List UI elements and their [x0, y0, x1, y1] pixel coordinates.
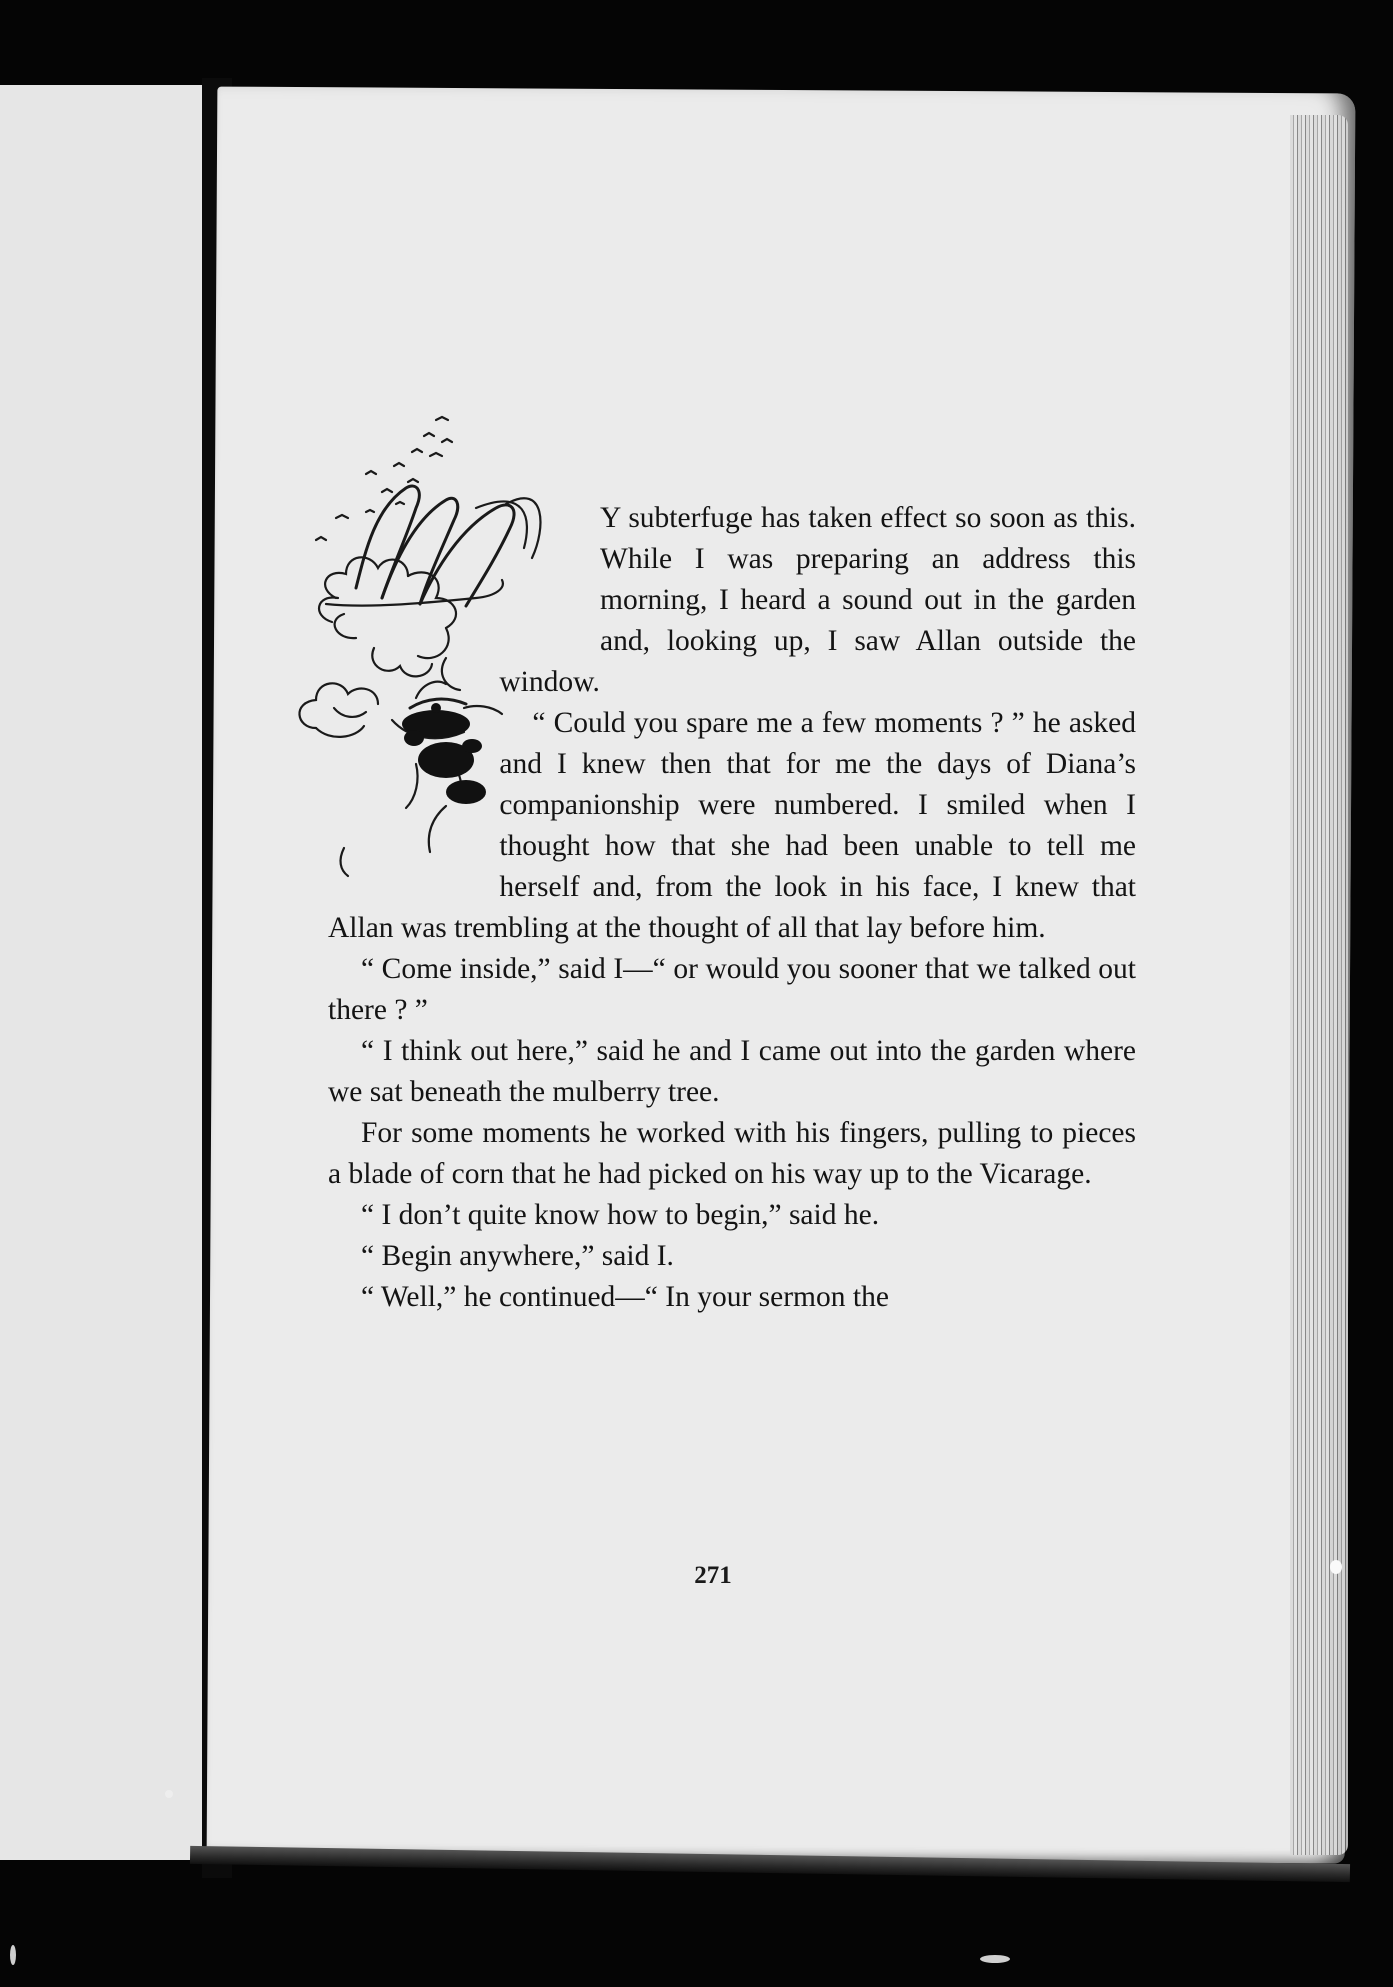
paragraph-2: “ Could you spare me a few moments ? ” he asked and I knew then that for me the days of Diana’s companionship were numbered. I smiled when I thought how that she had been unable to tell me herself and, from the look in his face, I knew that Allan was trembling at the thought of all that lay before him. [328, 707, 1136, 944]
paragraph-1: Y subterfuge has taken effect so soon as this. While I was preparing an address this morning, I heard a sound out in the garden and, looking up, I saw Allan outside the window. [499, 502, 1136, 698]
paragraph-8: “ Well,” he continued—“ In your sermon the [361, 1281, 889, 1313]
body-text [328, 498, 1136, 1318]
page-number: 271 [694, 1562, 732, 1589]
paragraph-4: “ I think out here,” said he and I came out into the garden where we sat beneath the mulberry tree. [328, 1035, 1136, 1108]
dust-speck [10, 1945, 16, 1965]
page-edges [1290, 115, 1348, 1855]
paragraph-3: “ Come inside,” said I—“ or would you sooner that we talked out there ? ” [328, 953, 1136, 1026]
dust-speck [980, 1955, 1010, 1963]
dust-speck [165, 1790, 173, 1798]
paragraph-7: “ Begin anywhere,” said I. [361, 1240, 674, 1272]
dust-speck [1330, 1560, 1342, 1574]
paragraph-5: For some moments he worked with his fingers, pulling to pieces a blade of corn that he had picked on his way up to the Vicarage. [328, 1117, 1136, 1190]
paragraph-6: “ I don’t quite know how to begin,” said he. [361, 1199, 880, 1231]
left-page [0, 85, 202, 1860]
